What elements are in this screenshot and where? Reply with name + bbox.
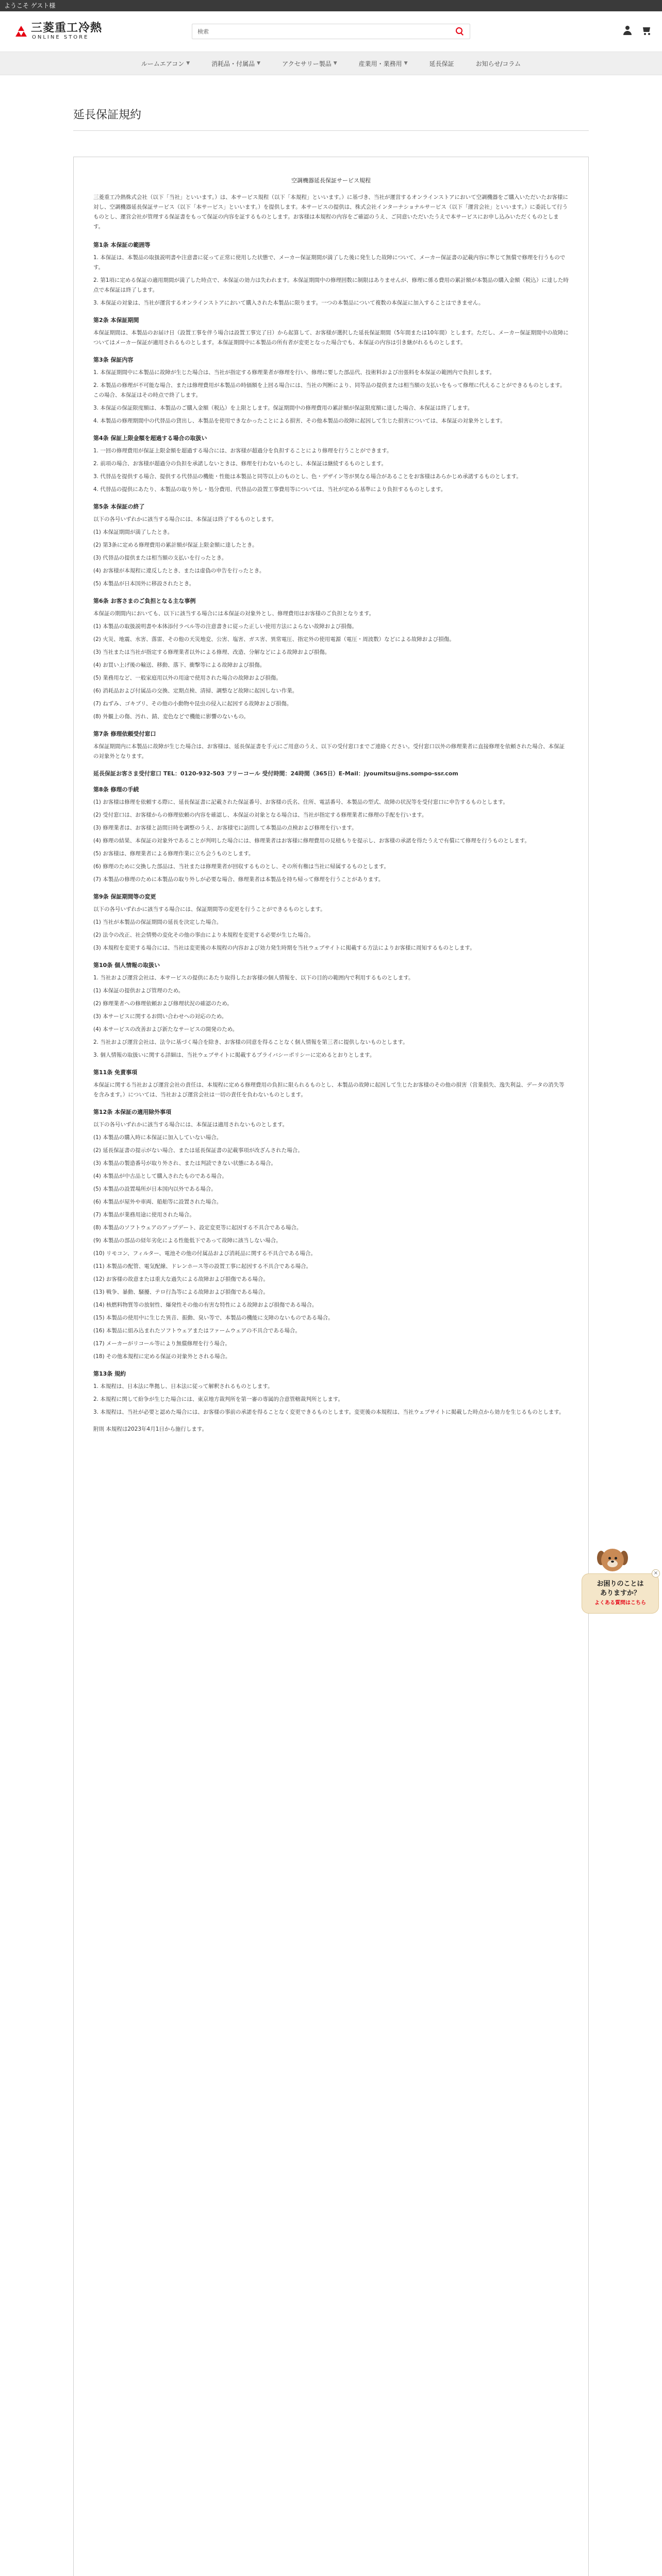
article-paragraph: (1) お客様は修理を依頼する際に、延長保証書に記載された保証番号、お客様の氏名、住所、電話番号、本製品の型式、故障の状況等を受付窓口に申告するものとします。 [93, 799, 508, 805]
article-paragraph: 本保証期間は、本製品のお届け日（設置工事を伴う場合は設置工事完了日）から起算して、お客様が選択した延長保証期間（5年間または10年間）とします。ただし、メーカー保証期間中の故障についてはメーカー保証が適用されるものとします。本保証期間中に本製品の所有者が変更となった場合でも、本保証の内容は引き継がれるものとします。 [93, 330, 569, 346]
brand-subtitle: ONLINE STORE [32, 35, 89, 40]
article-paragraph: 4. 本製品の修理期間中の代替品の貸出し、本製品を使用できなかったことによる損害、その他本製品の故障に起因して生じた損害については、本保証の対象外とします。 [93, 418, 506, 424]
close-icon[interactable]: × [652, 1569, 660, 1578]
global-nav [0, 52, 662, 75]
article-title: 第13条 規約 [93, 1370, 126, 1377]
article-paragraph: (1) 本製品の購入時に本保証に加入していない場合。 [93, 1134, 222, 1141]
article-title: 第6条 お客さまのご負担となる主な事例 [93, 598, 196, 604]
article-paragraph: (4) 修理の結果、本保証の対象外であることが判明した場合には、修理業者はお客様に修理費用の見積もりを提示し、お客様の承諾を得たうえで有償にて修理を行うものとします。 [93, 838, 530, 844]
article-paragraph: 以下の各号いずれかに該当する場合には、保証期間等の変更を行うことができるものとします。 [93, 906, 326, 912]
article-paragraph: (1) 当社が本製品の保証期間の延長を決定した場合。 [93, 919, 222, 925]
article-paragraph: (6) 消耗品および付属品の交換、定期点検、清掃、調整など故障に起因しない作業。 [93, 688, 298, 694]
article-paragraph: (1) 本保証の提供および管理のため。 [93, 988, 184, 994]
article-paragraph: 2. 当社および運営会社は、法令に基づく場合を除き、お客様の同意を得ることなく個人情報を第三者に提供しないものとします。 [93, 1039, 408, 1045]
article-paragraph: (3) 本サービスに関するお問い合わせへの対応のため。 [93, 1013, 227, 1020]
article-paragraph: (14) 核燃料物質等の放射性、爆発性その他の有害な特性による故障および損傷である場合。 [93, 1302, 318, 1308]
terms-article [93, 1369, 569, 1417]
help-title-2: ありますか？ [600, 1589, 640, 1597]
article-paragraph: 2. 前項の場合、お客様が超過分の負担を承諾しないときは、修理を行わないものとし、本保証は継続するものとします。 [93, 461, 387, 467]
article-paragraph: 4. 代替品の提供にあたり、本製品の取り外し・処分費用、代替品の設置工事費用等については、当社が定める基準により負担するものとします。 [93, 486, 446, 493]
dog-mascot-icon [597, 1546, 628, 1578]
terms-articles [93, 240, 569, 761]
article-paragraph: (5) 本製品が日本国外に移設されたとき。 [93, 581, 195, 587]
terms-intro: 三菱重工冷熱株式会社（以下「当社」といいます。）は、本サービス規程（以下「本規程」といいます。）に基づき、当社が運営するオンラインストアにおいて空調機器をご購入いただいたお客様に対し、空調機器延長保証サービス（以下「本サービス」といいます。）を提供します。本サービスの提供は、株式会社インターナショナルサービス（以下「運営会社」といいます。）に委託して行うものとし、運営会社が管理する保証書をもって保証の内容を証するものとします。お客様は本規程の内容をご確認のうえ、ご同意いただいたうえで本サービスにお申し込みいただくものとします。 [93, 194, 568, 230]
article-paragraph: 1. 本規程は、日本法に準拠し、日本法に従って解釈されるものとします。 [93, 1383, 273, 1389]
article-paragraph: (8) 外観上の傷、汚れ、錆、変色などで機能に影響のないもの。 [93, 714, 249, 720]
article-paragraph: (6) 修理のために交換した部品は、当社または修理業者が回収するものとし、その所有権は当社に帰属するものとします。 [93, 863, 389, 870]
article-paragraph: (2) 受付窓口は、お客様からの修理依頼の内容を確認し、本保証の対象となる場合は、当社が指定する修理業者に修理の手配を行います。 [93, 812, 427, 818]
article-paragraph: (3) 本規程を変更する場合には、当社は変更後の本規程の内容および効力発生時期を当社ウェブサイトに掲載する方法によりお客様に周知するものとします。 [93, 945, 475, 951]
article-paragraph: (5) 本製品の設置場所が日本国内以外である場合。 [93, 1186, 217, 1192]
welcome-text: ようこそ ゲスト様 [4, 2, 56, 9]
chevron-down-icon: ▼ [404, 61, 408, 66]
main-content [73, 75, 589, 2576]
article-title: 第2条 本保証期間 [93, 317, 139, 324]
help-bubble[interactable] [582, 1573, 659, 1614]
article-title: 第1条 本保証の範囲等 [93, 242, 151, 248]
article-paragraph: (9) 本製品の部品の経年劣化による性能低下であって故障に該当しない場合。 [93, 1238, 282, 1244]
help-widget[interactable] [582, 1546, 659, 1618]
article-paragraph: 1. 当社および運営会社は、本サービスの提供にあたり取得したお客様の個人情報を、以下の目的の範囲内で利用するものとします。 [93, 975, 414, 981]
nav-item-news[interactable]: お知らせ/コラム [475, 60, 521, 67]
article-paragraph: 3. 代替品を提供する場合、提供する代替品の機能・性能は本製品と同等以上のものとし、色・デザイン等が異なる場合があることをお客様はあらかじめ承諾するものとします。 [93, 473, 522, 480]
article-paragraph: (7) 本製品が業務用途に使用された場合。 [93, 1212, 195, 1218]
brand-mark-icon [15, 26, 27, 37]
article-paragraph: 3. 本保証の対象は、当社が運営するオンラインストアにおいて購入された本製品に限ります。一つの本製品について複数の本保証に加入することはできません。 [93, 300, 484, 306]
terms-article [93, 355, 569, 426]
article-paragraph: (6) 本製品が屋外や車両、船舶等に設置された場合。 [93, 1199, 222, 1205]
chevron-down-icon: ▼ [333, 61, 337, 66]
search-icon[interactable] [455, 27, 465, 36]
article-paragraph: 2. 第1項に定める保証の適用期間が満了した時点で、本保証の効力は失われます。本保証期間中の修理回数に制限はありませんが、修理に係る費用の累計額が本製品の購入金額（税込）に達した時点で本保証は終了します。 [93, 277, 569, 293]
help-title: お困りのことは [597, 1580, 644, 1588]
article-paragraph: (2) 延長保証書の提示がない場合、または延長保証書の記載事項が改ざんされた場合。 [93, 1147, 303, 1154]
search-input[interactable] [197, 28, 455, 35]
contact-info: 延長保証お客さま受付窓口 TEL：0120-932-503 フリーコール 受付時間：24時間（365日）E-Mail：jyoumitsu@ns.sompo-ssr.com [93, 770, 458, 777]
terms-article [93, 240, 569, 308]
article-paragraph: (1) 本保証期間が満了したとき。 [93, 529, 173, 535]
page-title: 延長保証規約 [73, 106, 589, 131]
chevron-down-icon: ▼ [186, 61, 190, 66]
faq-link[interactable]: よくある質問はこちら [594, 1600, 646, 1606]
article-paragraph: 1. 本保証期間中に本製品に故障が生じた場合は、当社が指定する修理業者が修理を行い、修理に要した部品代、技術料および出張料を本保証の範囲内で負担します。 [93, 369, 495, 376]
nav-item-accessories[interactable]: アクセサリー製品 ▼ [282, 60, 337, 67]
terms-article [93, 729, 569, 761]
terms-article [93, 960, 569, 1060]
article-paragraph: (4) 本サービスの改善および新たなサービスの開発のため。 [93, 1026, 238, 1032]
article-paragraph: (17) メーカーがリコール等により無償修理を行う場合。 [93, 1341, 230, 1347]
article-paragraph: (5) 業務用など、一般家庭用以外の用途で使用された場合の故障および損傷。 [93, 675, 282, 681]
article-title: 第3条 保証内容 [93, 357, 134, 363]
article-paragraph: (12) お客様の故意または重大な過失による故障および損傷である場合。 [93, 1276, 269, 1282]
article-paragraph: (4) 本製品が中古品として購入されたものである場合。 [93, 1173, 227, 1179]
article-paragraph: (18) その他本規程に定める保証の対象外とされる場合。 [93, 1353, 231, 1360]
article-paragraph: (5) お客様は、修理業者による修理作業に立ち会うものとします。 [93, 851, 254, 857]
site-header [0, 11, 662, 52]
terms-article [93, 785, 569, 885]
terms-article [93, 892, 569, 953]
article-paragraph: (15) 本製品の使用中に生じた異音、振動、臭い等で、本製品の機能に支障のないものである場合。 [93, 1315, 334, 1321]
article-title: 第9条 保証期間等の変更 [93, 893, 156, 900]
article-paragraph: 2. 本製品の修理が不可能な場合、または修理費用が本製品の時価額を上回る場合には、当社の判断により、同等品の提供または相当額の支払いをもって修理に代えることができるものとします。この場合、本保証はその時点で終了します。 [93, 382, 566, 398]
article-paragraph: (2) 第3条に定める修理費用の累計額が保証上限金額に達したとき。 [93, 542, 258, 548]
nav-item-extended-warranty[interactable]: 延長保証 [429, 60, 454, 67]
article-paragraph: 以下の各号いずれかに該当する場合には、本保証は適用されないものとします。 [93, 1122, 288, 1128]
article-paragraph: 3. 本規程は、当社が必要と認めた場合には、お客様の事前の承諾を得ることなく変更できるものとします。変更後の本規程は、当社ウェブサイトに掲載した時点から効力を生じるものとします。 [93, 1409, 565, 1415]
terms-article [93, 1107, 569, 1362]
article-paragraph: 以下の各号いずれかに該当する場合には、本保証は終了するものとします。 [93, 516, 277, 522]
article-paragraph: (2) 火災、地震、水害、落雷、その他の天災地変、公害、塩害、ガス害、異常電圧、指定外の使用電源（電圧・周波数）などによる故障および損傷。 [93, 636, 455, 642]
article-title: 第8条 修理の手続 [93, 786, 139, 793]
article-title: 第11条 免責事項 [93, 1069, 138, 1076]
article-paragraph: 本保証期間内に本製品に故障が生じた場合は、お客様は、延長保証書を手元にご用意のうえ、以下の受付窓口までご連絡ください。受付窓口以外の修理業者に直接修理を依頼された場合、本保証の対象外となります。 [93, 743, 565, 759]
article-paragraph: (2) 修理業者への修理依頼および修理状況の確認のため。 [93, 1001, 233, 1007]
brand-logo[interactable] [15, 22, 150, 41]
article-paragraph: (11) 本製品の配管、電気配線、ドレンホース等の設置工事に起因する不具合である場合。 [93, 1263, 312, 1269]
cart-icon[interactable] [641, 26, 652, 35]
article-paragraph: (3) 修理業者は、お客様と訪問日時を調整のうえ、お客様宅に訪問して本製品の点検および修理を行います。 [93, 825, 357, 831]
article-title: 第7条 修理依頼受付窓口 [93, 731, 156, 737]
article-title: 第4条 保証上限金額を超過する場合の取扱い [93, 435, 207, 442]
chevron-down-icon: ▼ [257, 61, 261, 66]
article-paragraph: 本保証の期間内においても、以下に該当する場合には本保証の対象外とし、修理費用はお客様のご負担となります。 [93, 611, 375, 617]
terms-article [93, 315, 569, 348]
article-title: 第5条 本保証の終了 [93, 503, 145, 510]
article-paragraph: 1. 一回の修理費用が保証上限金額を超過する場合には、お客様が超過分を負担することにより修理を行うことができます。 [93, 448, 392, 454]
terms-article [93, 1067, 569, 1100]
article-paragraph: (1) 本製品の取扱説明書や本体添付ラベル等の注意書きに従った正しい使用方法によらない故障および損傷。 [93, 623, 357, 630]
article-paragraph: 3. 本保証の保証限度額は、本製品のご購入金額（税込）を上限とします。保証期間中の修理費用の累計額が保証限度額に達した場合、本保証は終了します。 [93, 405, 473, 411]
article-paragraph: (7) 本製品の修理のために本製品の取り外しが必要な場合、修理業者は本製品を持ち帰って修理を行うことがあります。 [93, 876, 384, 883]
welcome-bar [0, 0, 662, 11]
article-title: 第10条 個人情報の取扱い [93, 962, 160, 969]
article-paragraph: (10) リモコン、フィルター、電池その他の付属品および消耗品に関する不具合である場合。 [93, 1250, 316, 1257]
nav-item-industrial[interactable]: 産業用・業務用 ▼ [358, 60, 408, 67]
search-bar [192, 24, 470, 39]
article-paragraph: 1. 本保証は、本製品の取扱説明書や注意書に従って正常に使用した状態で、メーカー保証期間が満了した後に発生した故障について、メーカー保証書の記載内容に準じて無償で修理を行うものです。 [93, 255, 566, 270]
terms-article [93, 433, 569, 495]
article-paragraph: (2) 法令の改正、社会情勢の変化その他の事由により本規程を変更する必要が生じた場合。 [93, 932, 314, 938]
article-paragraph: 2. 本規程に関して紛争が生じた場合には、東京地方裁判所を第一審の専属的合意管轄裁判所とします。 [93, 1396, 344, 1402]
header-actions [623, 26, 652, 35]
terms-article [93, 596, 569, 722]
terms-effective-date: 附則 本規程は2023年4月1日から施行します。 [93, 1426, 208, 1432]
article-paragraph: (3) 本製品の製造番号が取り外され、または判読できない状態にある場合。 [93, 1160, 276, 1166]
brand-title: 三菱重工冷熱 [31, 22, 103, 35]
terms-article [93, 502, 569, 589]
user-icon[interactable] [623, 26, 632, 35]
article-paragraph: (4) お買い上げ後の輸送、移動、落下、衝撃等による故障および損傷。 [93, 662, 266, 668]
article-paragraph: (7) ねずみ、ゴキブリ、その他の小動物や昆虫の侵入に起因する故障および損傷。 [93, 701, 292, 707]
article-paragraph: (3) 代替品の提供または相当額の支払いを行ったとき。 [93, 555, 227, 561]
nav-item-room-aircon[interactable]: ルームエアコン ▼ [141, 60, 190, 67]
terms-document [73, 157, 589, 2576]
article-paragraph: (3) 当社または当社が指定する修理業者以外による修理、改造、分解などによる故障および損傷。 [93, 649, 330, 655]
article-paragraph: (8) 本製品のソフトウェアのアップデート、設定変更等に起因する不具合である場合。 [93, 1225, 302, 1231]
article-paragraph: 本保証に関する当社および運営会社の責任は、本規程に定める修理費用の負担に限られるものとし、本製品の故障に起因して生じたお客様のその他の損害（営業損失、逸失利益、データの消失等を含みます。）については、当社および運営会社は一切の責任を負わないものとします。 [93, 1082, 565, 1098]
article-title: 第12条 本保証の適用除外事項 [93, 1109, 172, 1115]
nav-item-consumables[interactable]: 消耗品・付属品 ▼ [211, 60, 261, 67]
terms-heading: 空調機器延長保証サービス規程 [291, 177, 371, 184]
article-paragraph: (16) 本製品に組み込まれたソフトウェアまたはファームウェアの不具合である場合。 [93, 1328, 301, 1334]
article-paragraph: (13) 戦争、暴動、騒擾、テロ行為等による故障および損傷である場合。 [93, 1289, 269, 1295]
article-paragraph: 3. 個人情報の取扱いに関する詳細は、当社ウェブサイトに掲載するプライバシーポリシーに定めるとおりとします。 [93, 1052, 375, 1058]
article-paragraph: (4) お客様が本規程に違反したとき、または虚偽の申告を行ったとき。 [93, 568, 265, 574]
terms-articles-continued [93, 785, 569, 1417]
